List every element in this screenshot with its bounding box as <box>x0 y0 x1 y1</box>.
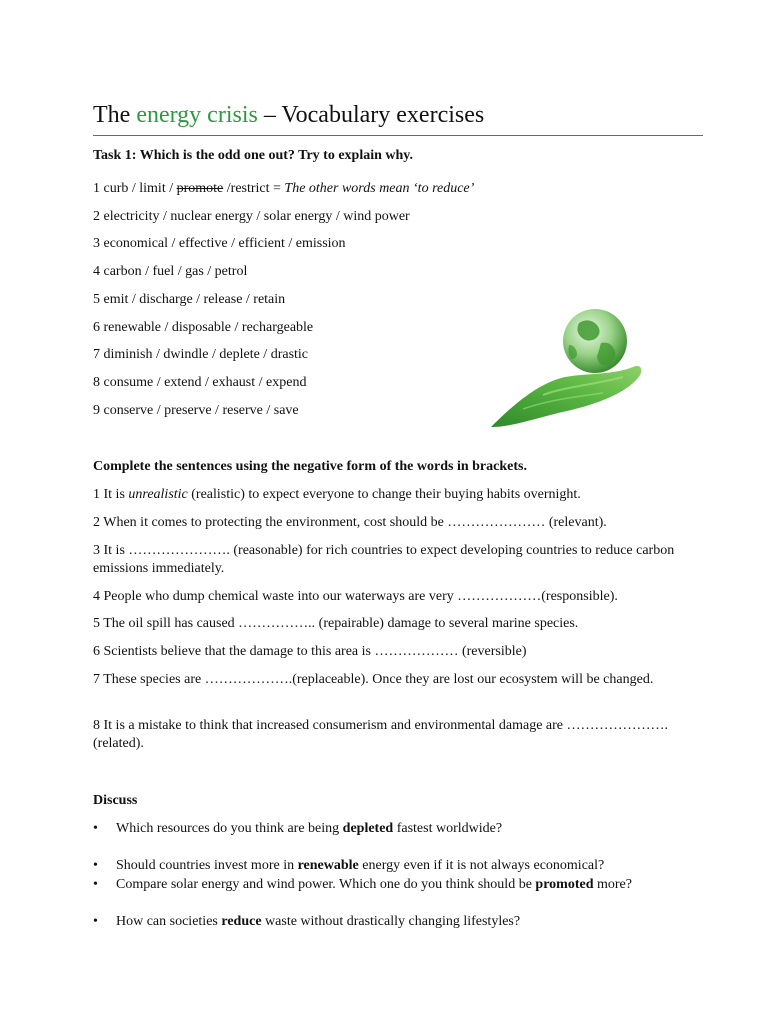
q3-bold: promoted <box>535 877 594 892</box>
s1-answer: unrealistic <box>128 487 188 502</box>
task2-sentence-2: 2 When it comes to protecting the environment, cost should be ………………… (relevant). <box>93 515 607 530</box>
item1-explanation: The other words mean ‘to reduce’ <box>284 181 475 196</box>
task1-item-5: 5 emit / discharge / release / retain <box>93 292 286 307</box>
task1-item-8: 8 consume / extend / exhaust / expend <box>93 375 307 390</box>
task2-sentence-8: 8 It is a mistake to think that increased consumerism and environmental damage are ………………….(related). <box>93 718 669 751</box>
q4-bold: reduce <box>221 914 262 929</box>
q1-before: Which resources do you think are being <box>116 821 343 836</box>
task1-item-6: 6 renewable / disposable / rechargeable <box>93 320 314 335</box>
discuss-question-3 <box>93 876 693 912</box>
bullet-marker: • <box>93 877 98 892</box>
q2-after: energy even if it is not always economical? <box>358 858 605 873</box>
discuss-heading: Discuss <box>93 793 138 808</box>
task1-item-9: 9 conserve / preserve / reserve / save <box>93 403 299 418</box>
page-title <box>93 100 484 130</box>
globe-in-leaf-hand-icon <box>483 305 653 435</box>
q2-before: Should countries invest more in <box>116 858 298 873</box>
q4-before: How can societies <box>116 914 222 929</box>
task1-item-4: 4 carbon / fuel / gas / petrol <box>93 264 248 279</box>
q1-bold: depleted <box>342 821 394 836</box>
title-prefix: The <box>93 102 137 128</box>
task1-item-1 <box>93 180 474 198</box>
task2-sentence-5: 5 The oil spill has caused …………….. (repairable) damage to several marine species. <box>93 616 579 631</box>
task2-sentence-7: 7 These species are ……………….(replaceable). Once they are lost our ecosystem will be changed. <box>93 672 654 687</box>
q4-after: waste without drastically changing lifestyles? <box>261 914 521 929</box>
title-suffix: – Vocabulary exercises <box>257 102 485 128</box>
discuss-question-4 <box>93 913 693 931</box>
q2-bold: renewable <box>297 858 359 873</box>
task1-item-3: 3 economical / effective / efficient / emission <box>93 236 346 251</box>
discuss-question-1 <box>93 820 693 838</box>
s1-after: (realistic) to expect everyone to change their buying habits overnight. <box>187 487 581 502</box>
q3-before: Compare solar energy and wind power. Which one do you think should be <box>116 877 536 892</box>
task2-sentence-3: 3 It is …………………. (reasonable) for rich countries to expect developing countries to reduce carbon emissions immediately. <box>93 543 675 576</box>
bullet-marker: • <box>93 821 98 836</box>
title-underline <box>93 135 703 136</box>
task2-sentence-6: 6 Scientists believe that the damage to this area is ……………… (reversible) <box>93 644 527 659</box>
q1-after: fastest worldwide? <box>393 821 503 836</box>
task1-item-2: 2 electricity / nuclear energy / solar energy / wind power <box>93 209 410 224</box>
bullet-marker: • <box>93 914 98 929</box>
item1-after: /restrict = <box>223 181 285 196</box>
item1-before: 1 curb / limit / <box>93 181 177 196</box>
item1-struck-word: promote <box>176 181 224 196</box>
task1-item-7: 7 diminish / dwindle / deplete / drastic <box>93 347 309 362</box>
s1-before: 1 It is <box>93 487 129 502</box>
discuss-question-2 <box>93 857 693 875</box>
bullet-marker: • <box>93 858 98 873</box>
task2-sentence-4: 4 People who dump chemical waste into our waterways are very ………………(responsible). <box>93 589 618 604</box>
q3-after: more? <box>593 877 632 892</box>
task2-sentence-1 <box>93 486 581 504</box>
task1-heading: Task 1: Which is the odd one out? Try to explain why. <box>93 148 414 163</box>
title-accent: energy crisis <box>136 102 258 128</box>
task2-heading: Complete the sentences using the negative form of the words in brackets. <box>93 459 527 474</box>
